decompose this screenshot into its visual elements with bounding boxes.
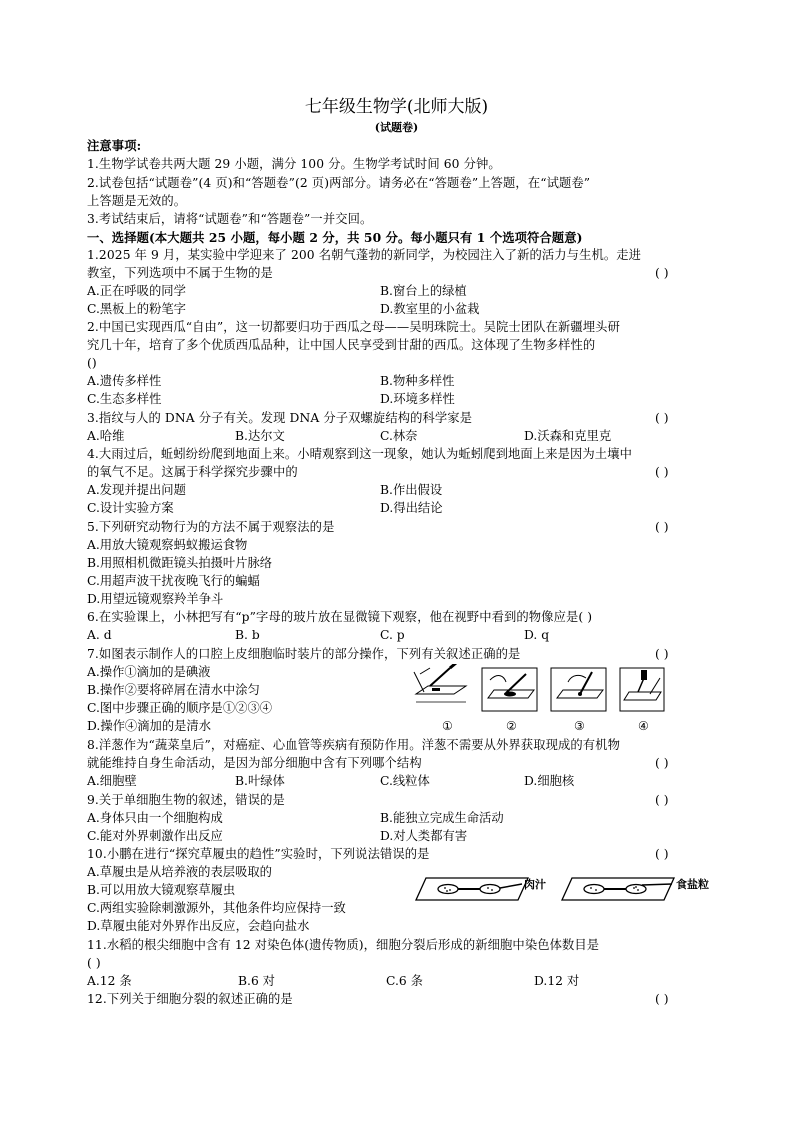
question-stem: 就能维持自身生命活动，是因为部分细胞中含有下列哪个结构 [87,756,422,770]
operation-1-panel [414,664,466,702]
option-a: A.12 条 [87,974,132,988]
note-line: 3.考试结束后，请将“试题卷”和“答题卷”一并交回。 [87,212,373,226]
option-a: A.哈维 [87,429,125,443]
option-b: B.作出假设 [380,483,443,497]
answer-paren: ( ) [655,992,669,1006]
question-stem: 11.水稻的根尖细胞中含有 12 对染色体(遗传物质)，细胞分裂后形成的新细胞中染色体数目是 [87,938,600,952]
option-d: D. q [524,628,550,642]
answer-paren: ( ) [655,465,669,479]
option-a: A.草履虫是从培养液的表层吸取的 [87,865,272,879]
answer-paren: ( ) [655,411,669,425]
option-d: D.草履虫能对外界作出反应，会趋向盐水 [87,919,310,933]
answer-paren: ( ) [655,793,669,807]
question-stem: 12.下列关于细胞分裂的叙述正确的是 [87,992,293,1006]
answer-paren: ( ) [655,520,669,534]
option-a: A. d [87,628,112,642]
option-b: B.操作②要将碎屑在清水中涂匀 [87,683,260,697]
page-title: 七年级生物学(北师大版) [304,97,489,117]
option-d: D.沃森和克里克 [524,429,612,443]
option-d: D.用望远镜观察羚羊争斗 [87,592,224,606]
question-stem: 8.洋葱作为“蔬菜皇后”，对癌症、心血管等疾病有预防作用。洋葱不需要从外界获取现成的有机物 [87,738,620,752]
paramecium-slides-figure [410,872,726,906]
option-b: B.达尔文 [235,429,285,443]
figure-label: ③ [574,719,585,733]
option-b: B.窗台上的绿植 [380,284,467,298]
note-line: 2.试卷包括“试题卷”(4 页)和“答题卷”(2 页)两部分。请务必在“答题卷”上答题，在“试题卷” [87,176,591,190]
figure-label-broth: 肉汁 [524,878,546,891]
question-stem: 3.指纹与人的 DNA 分子有关。发现 DNA 分子双螺旋结构的科学家是 [87,411,473,425]
page-subtitle: (试题卷) [374,121,419,134]
question-stem: () [87,356,97,370]
question-stem: 4.大雨过后，蚯蚓纷纷爬到地面上来。小晴观察到这一现象，她认为蚯蚓爬到地面上来是因为土壤中 [87,447,632,461]
option-a: A.用放大镜观察蚂蚁搬运食物 [87,538,248,552]
answer-paren: ( ) [655,266,669,280]
slide-preparation-figure [410,664,665,736]
option-a: A.遗传多样性 [87,374,162,388]
option-d: D.教室里的小盆栽 [380,302,480,316]
question-stem: 1.2025 年 9 月，某实验中学迎来了 200 名朝气蓬勃的新同学，为校园注入了新的活力与生机。走进 [87,248,642,262]
question-stem: 的氧气不足。这属于科学探究步骤中的 [87,465,298,479]
option-a: A.发现并提出问题 [87,483,186,497]
question-stem: 2.中国已实现西瓜“自由”，这一切都要归功于西瓜之母——吴明珠院士。吴院士团队在新疆埋头研 [87,320,620,334]
option-a: A.操作①滴加的是碘液 [87,665,211,679]
option-a: A.细胞壁 [87,774,137,788]
option-a: A.身体只由一个细胞构成 [87,811,223,825]
option-b: B.用照相机微距镜头拍摄叶片脉络 [87,556,273,570]
question-stem: 教室，下列选项中不属于生物的是 [87,266,273,280]
option-c: C.线粒体 [380,774,430,788]
figure-label: ④ [638,719,649,733]
notes-heading: 注意事项: [87,138,142,153]
question-stem: 7.如图表示制作人的口腔上皮细胞临时装片的部分操作，下列有关叙述正确的是 [87,647,521,661]
option-c: C.黑板上的粉笔字 [87,302,186,316]
note-line: 上答题是无效的。 [87,194,187,208]
option-d: D.细胞核 [524,774,575,788]
option-d: D.12 对 [534,974,580,988]
option-d: D.对人类都有害 [380,829,468,843]
option-c: C.生态多样性 [87,392,162,406]
question-stem: 10.小鹏在进行“探究草履虫的趋性”实验时，下列说法错误的是 [87,847,430,861]
question-stem: 9.关于单细胞生物的叙述，错误的是 [87,793,285,807]
option-b: B.叶绿体 [235,774,285,788]
option-d: D.环境多样性 [380,392,455,406]
question-stem: ( ) [87,956,101,970]
option-c: C.用超声波干扰夜晚飞行的蝙蝠 [87,574,260,588]
answer-paren: ( ) [655,756,669,770]
figure-label: ① [442,719,453,733]
option-c: C.能对外界刺激作出反应 [87,829,223,843]
option-c: C.两组实验除刺激源外，其他条件均应保持一致 [87,901,346,915]
option-d: D.操作④滴加的是清水 [87,719,212,733]
option-b: B.物种多样性 [380,374,455,388]
option-b: B.能独立完成生命活动 [380,811,504,825]
option-c: C.林奈 [380,429,418,443]
option-b: B.6 对 [238,974,275,988]
option-b: B. b [235,628,260,642]
question-stem: 5.下列研究动物行为的方法不属于观察法的是 [87,520,335,534]
answer-paren: ( ) [655,647,669,661]
answer-paren: ( ) [655,847,669,861]
option-b: B.可以用放大镜观察草履虫 [87,883,236,897]
figure-label: ② [506,719,517,733]
question-stem: 究几十年，培育了多个优质西瓜品种，让中国人民享受到甘甜的西瓜。这体现了生物多样性的 [87,338,596,352]
option-c: C. p [380,628,405,642]
figure-label-salt: 食盐粒 [676,878,709,891]
option-c: C.6 条 [386,974,423,988]
option-c: C.设计实验方案 [87,501,174,515]
question-stem: 6.在实验课上，小林把写有“p”字母的玻片放在显微镜下观察，他在视野中看到的物像应是( ) [87,610,593,624]
section-heading: 一、选择题(本大题共 25 小题，每小题 2 分，共 50 分。每小题只有 1 个选项符合题意) [87,230,583,245]
option-c: C.图中步骤正确的顺序是①②③④ [87,701,273,715]
note-line: 1.生物学试卷共两大题 29 小题，满分 100 分。生物学考试时间 60 分钟。 [87,157,501,171]
option-d: D.得出结论 [380,501,443,515]
option-a: A.正在呼吸的同学 [87,284,186,298]
